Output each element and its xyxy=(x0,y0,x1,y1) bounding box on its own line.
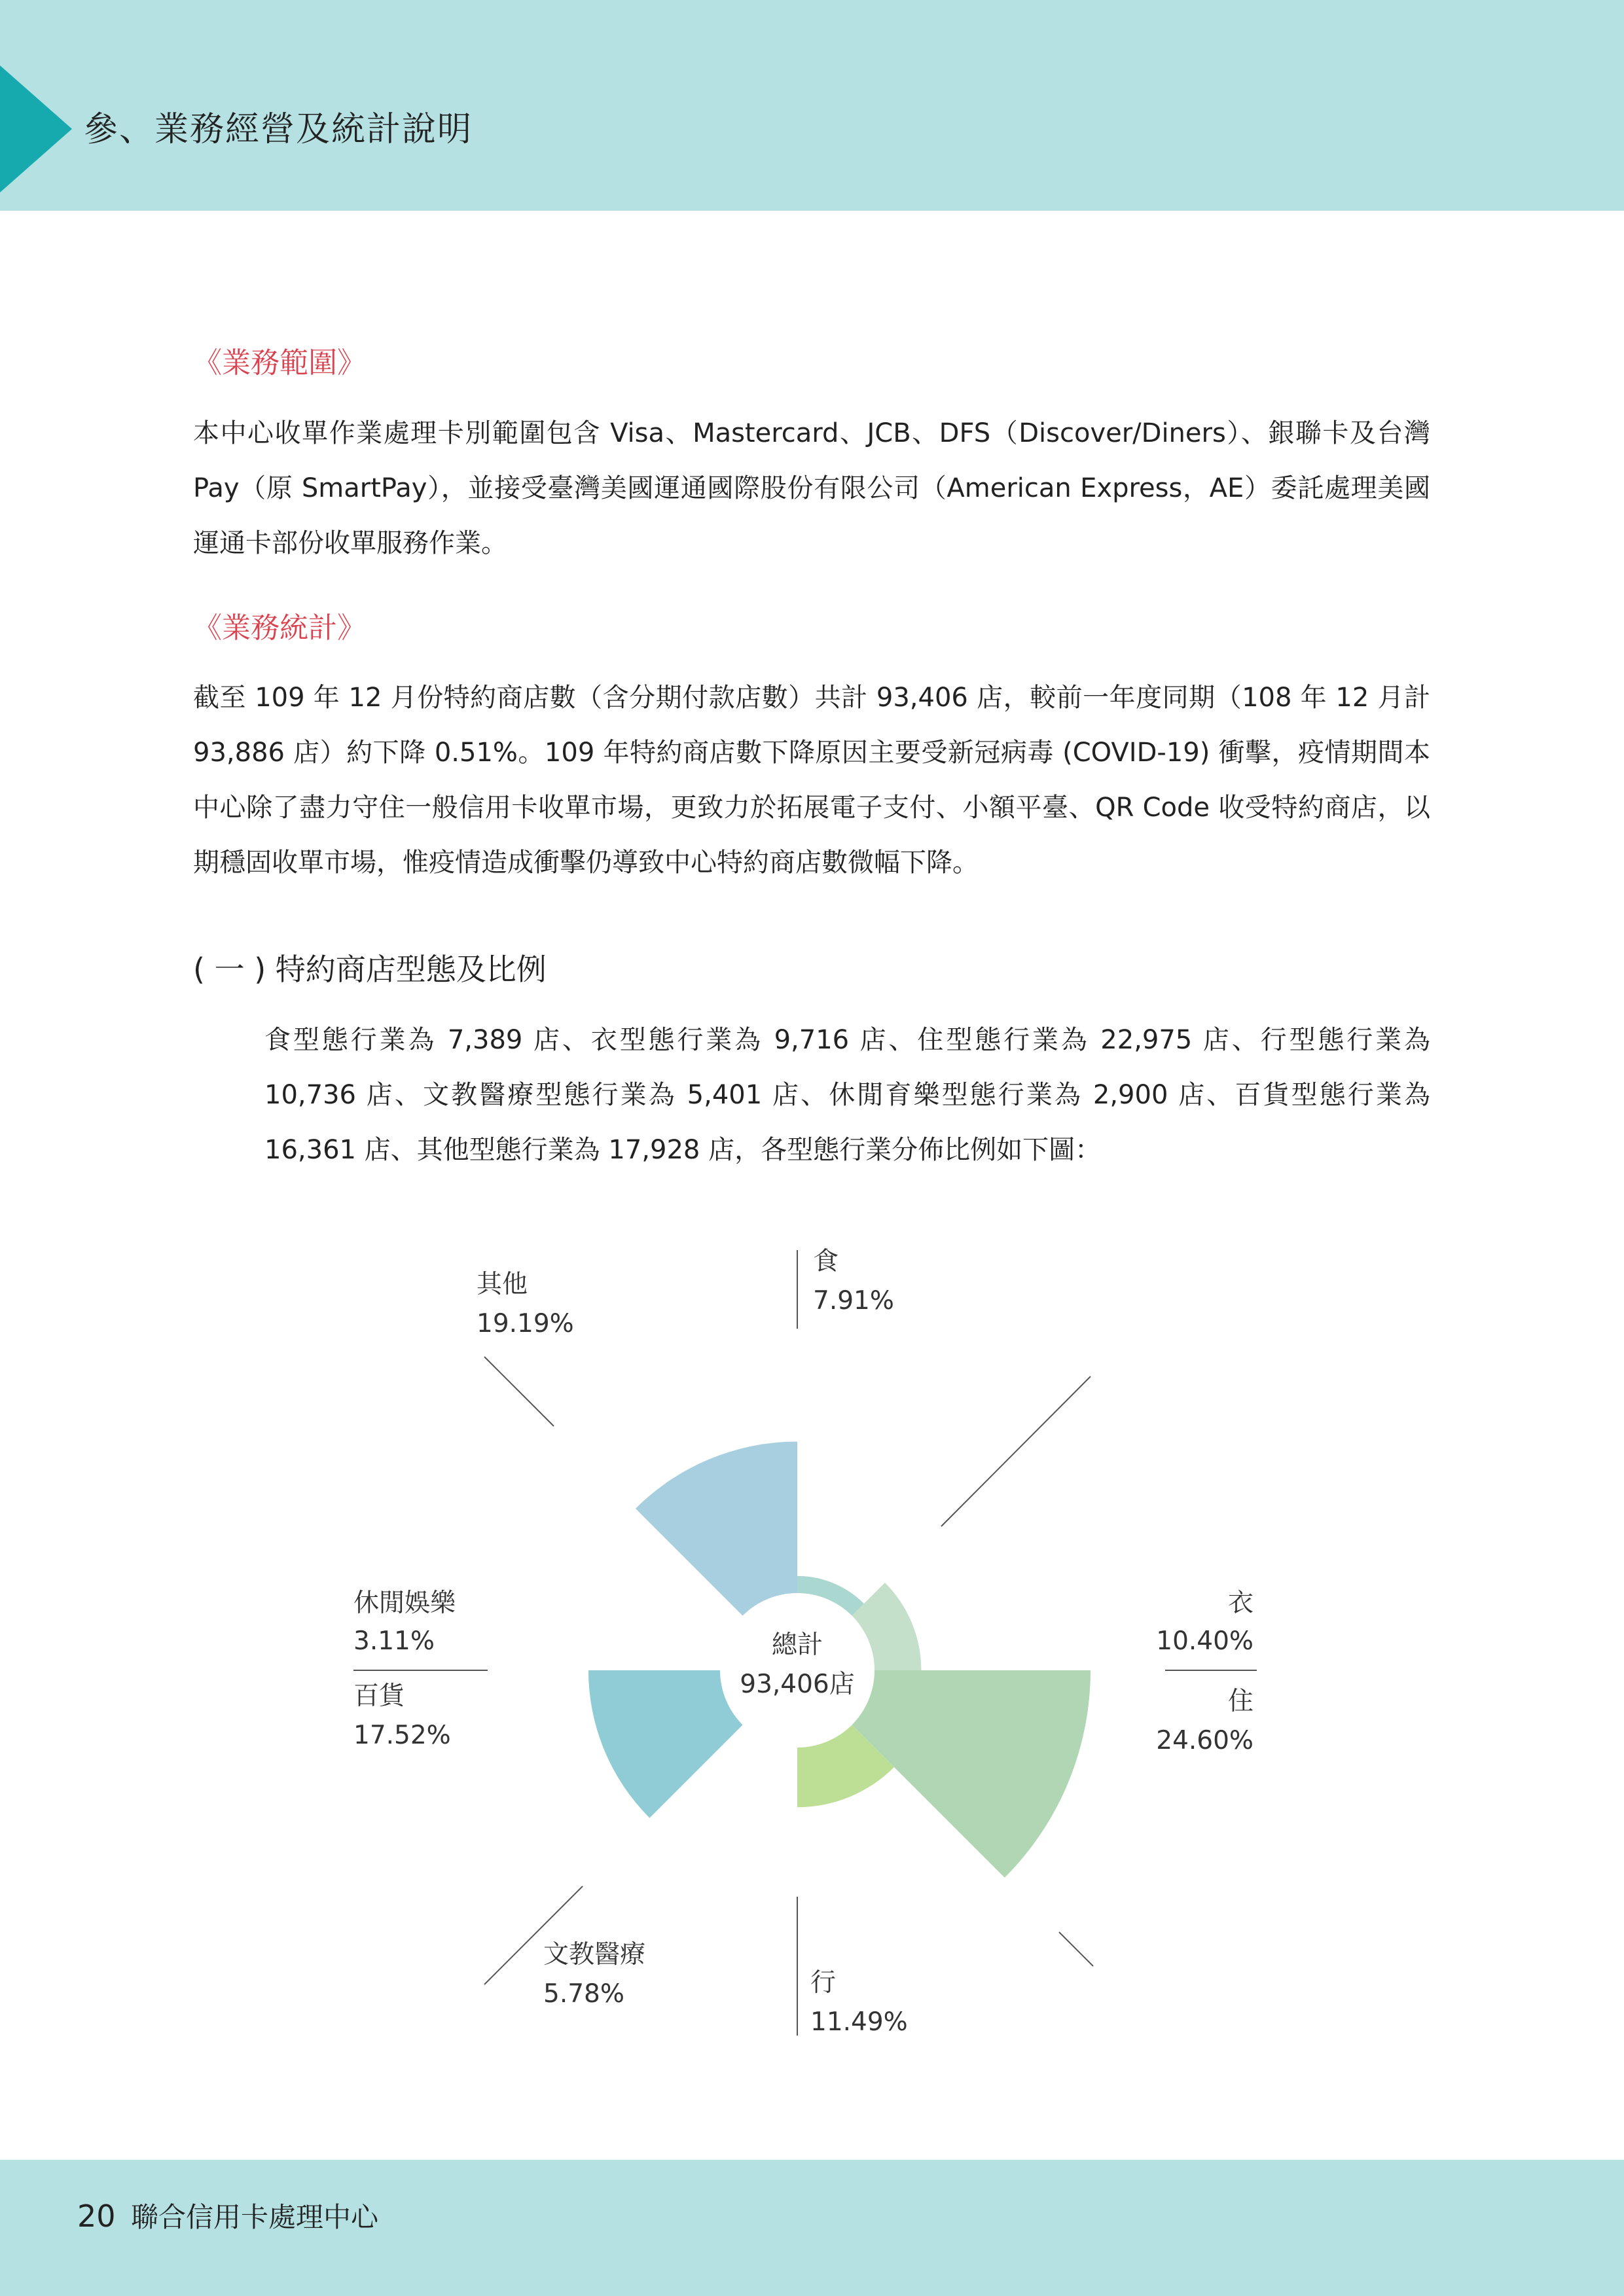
footer-org-name: 聯合信用卡處理中心 xyxy=(131,2201,379,2233)
label-edu-medical-pct: 5.78% xyxy=(543,1979,624,2009)
stats-heading: 《業務統計》 xyxy=(193,611,366,645)
label-transport-name: 行 xyxy=(810,1968,837,1998)
stats-paragraph: 截至 109 年 12 月份特約商店數（含分期付款店數）共計 93,406 店，較前一年度同期（108 年 12 月計 93,886 店）約下降 0.51%。109 年特約商店數下降原因主要受新冠病毒 (COVID-19) 衝擊，疫情期間本中心除了盡力守住一般信用卡收單市場，更致力於拓展電子支付、小額平臺、QR Code 收受特約商店，以期穩固收單市場，惟疫情造成衝擊仍導致中心特約商店數微幅下降。 xyxy=(193,683,1430,878)
label-housing-name: 住 xyxy=(1227,1687,1254,1716)
chart-center-title: 總計 xyxy=(771,1630,823,1660)
label-clothing-name: 衣 xyxy=(1227,1588,1254,1618)
label-transport-pct: 11.49% xyxy=(810,2007,908,2037)
leader-other xyxy=(484,1357,554,1426)
scope-heading: 《業務範圍》 xyxy=(193,346,366,380)
label-department-name: 百貨 xyxy=(353,1681,405,1711)
leader-housing xyxy=(1059,1932,1093,1966)
label-edu-medical-name: 文教醫療 xyxy=(543,1940,646,1969)
page-number: 20 xyxy=(77,2198,116,2234)
label-other-name: 其他 xyxy=(477,1270,528,1299)
page-title: 參、業務經營及統計說明 xyxy=(84,110,473,149)
label-leisure-name: 休閒娛樂 xyxy=(353,1588,456,1618)
section1-heading: ( 一 ) 特約商店型態及比例 xyxy=(193,952,547,987)
label-housing-pct: 24.60% xyxy=(1156,1726,1254,1755)
scope-paragraph: 本中心收單作業處理卡別範圍包含 Visa、Mastercard、JCB、DFS（Discover/Diners）、銀聯卡及台灣 Pay（原 SmartPay），並接受臺灣美國運通國際股份有限公司（American Express，AE）委託處理美國運通卡部份收單服務作業。 xyxy=(193,418,1430,558)
chart-center-total: 93,406店 xyxy=(740,1670,855,1699)
label-other-pct: 19.19% xyxy=(477,1309,574,1338)
label-clothing-pct: 10.40% xyxy=(1156,1626,1254,1656)
header-arrow-icon xyxy=(0,65,72,192)
label-leisure-pct: 3.11% xyxy=(353,1626,435,1656)
leader-clothing xyxy=(941,1376,1091,1526)
label-food-name: 食 xyxy=(813,1247,839,1276)
label-food-pct: 7.91% xyxy=(813,1286,894,1316)
label-department-pct: 17.52% xyxy=(353,1721,451,1750)
store-type-chart xyxy=(0,1217,1624,2081)
section1-paragraph: 食型態行業為 7,389 店、衣型態行業為 9,716 店、住型態行業為 22,975 店、行型態行業為 10,736 店、文教醫療型態行業為 5,401 店、休閒育樂型態行業為 2,900 店、百貨型態行業為 16,361 店、其他型態行業為 17,928 店，各型態行業分佈比例如下圖： xyxy=(264,1025,1430,1165)
